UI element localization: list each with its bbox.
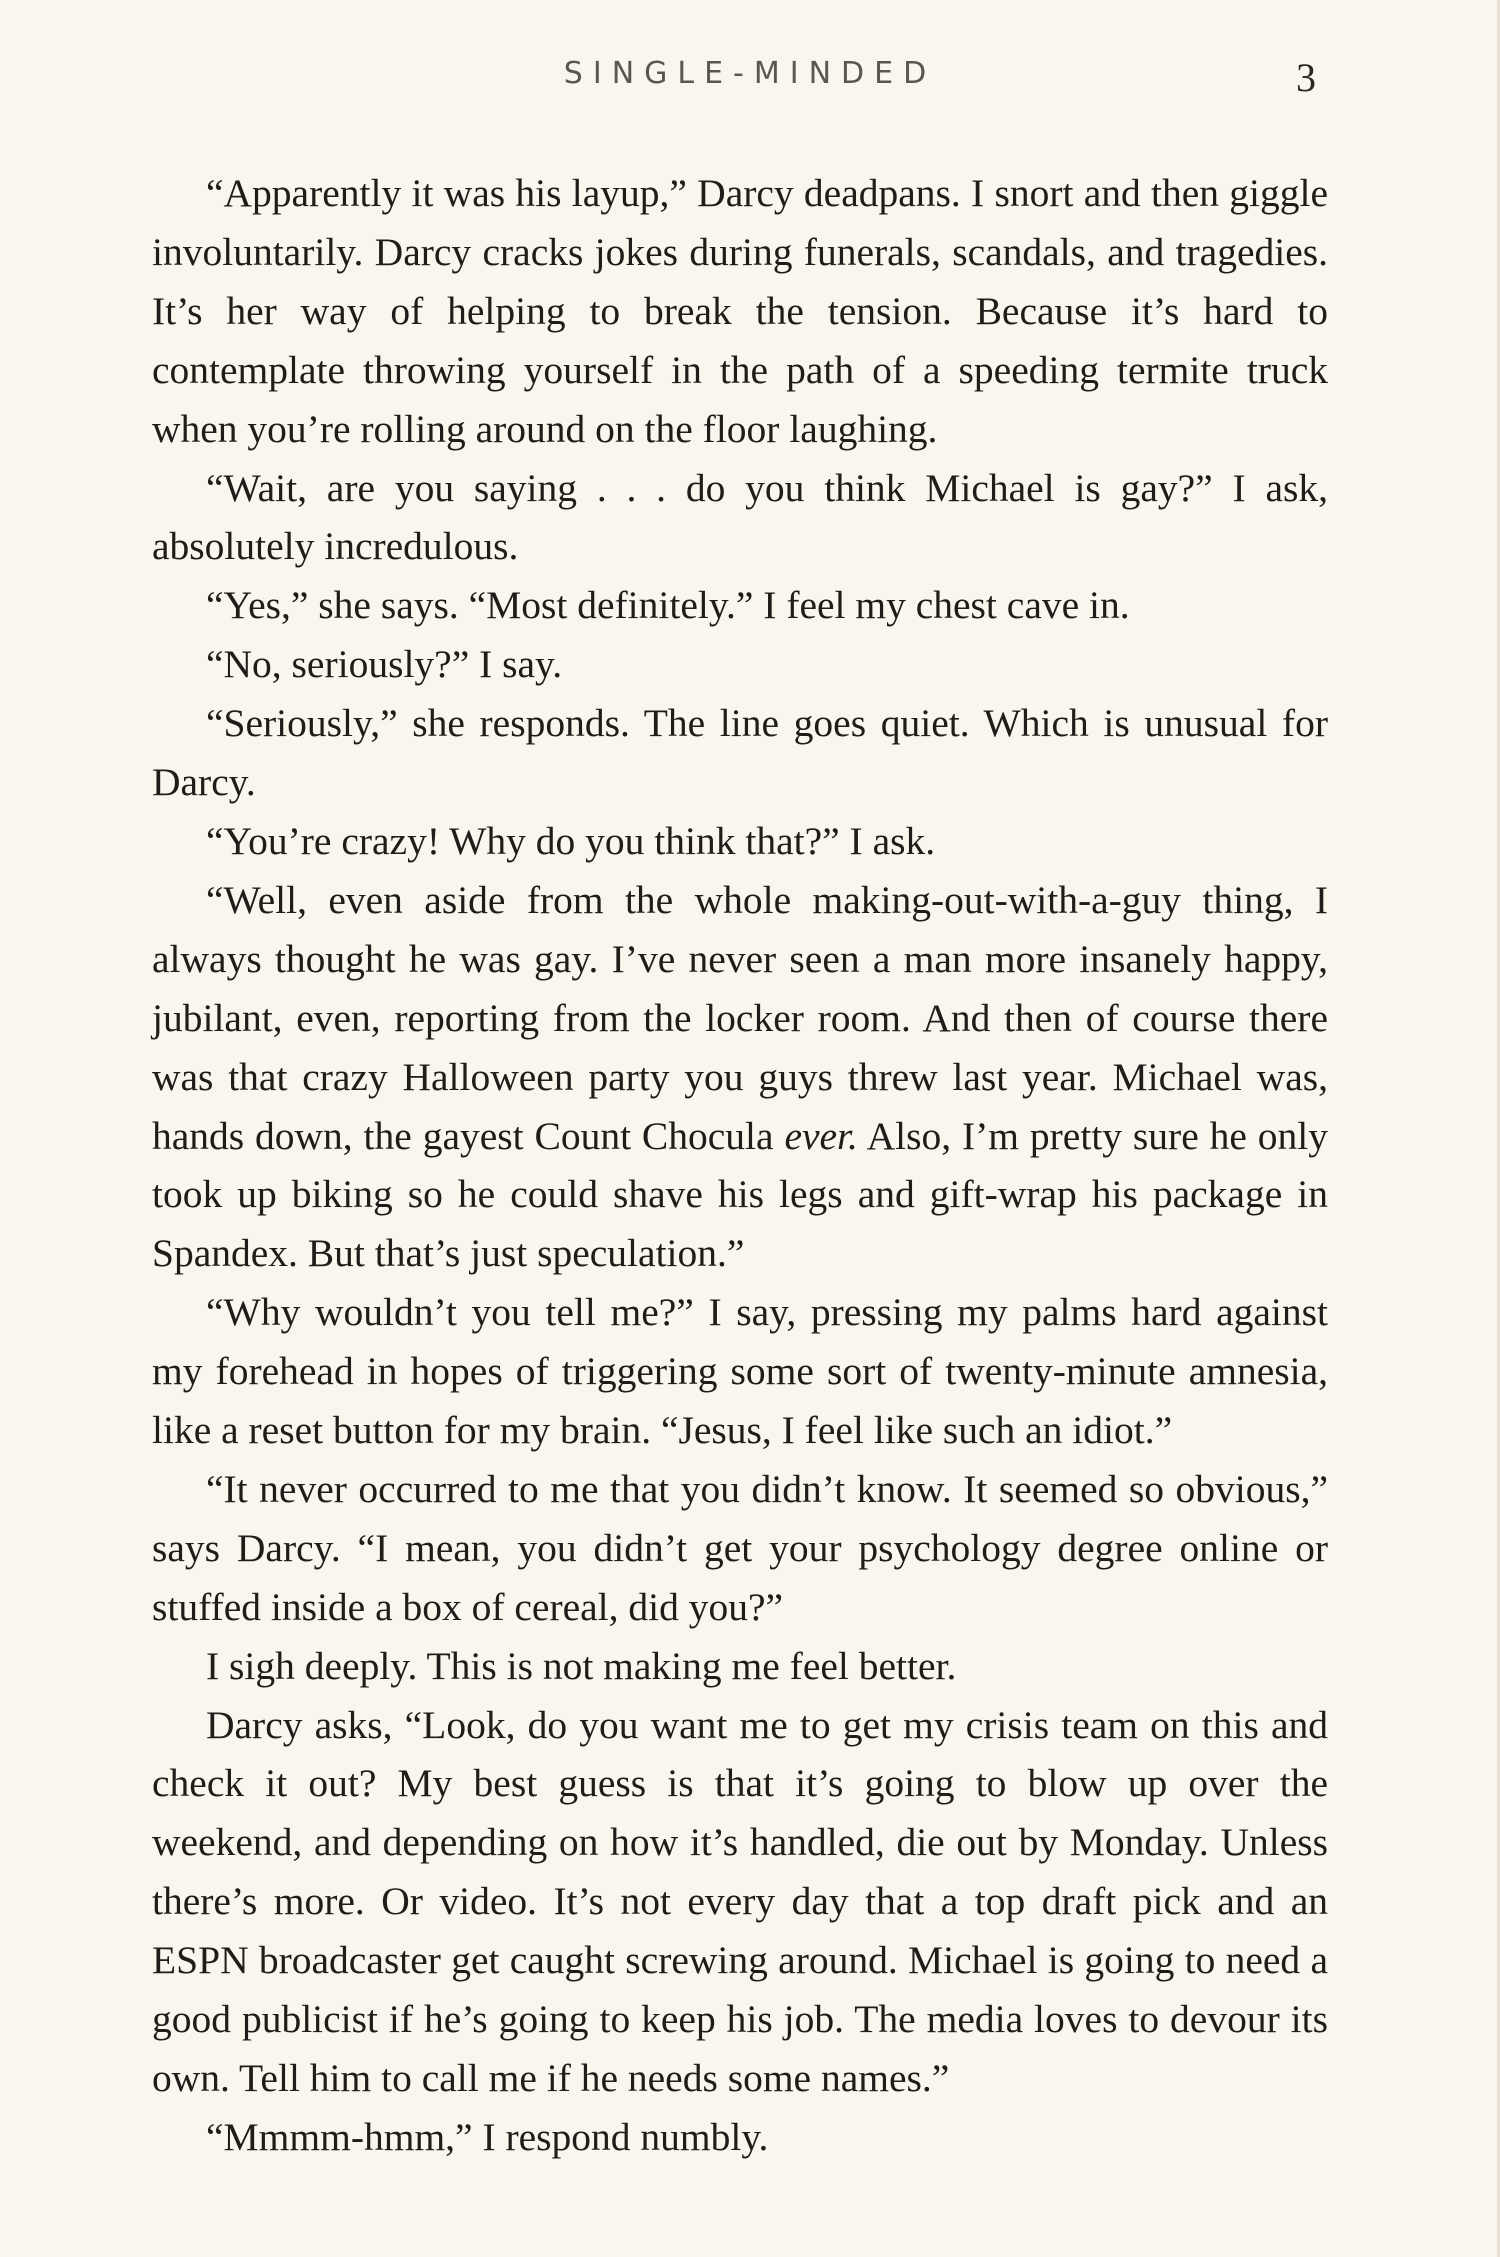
paragraph: Darcy asks, “Look, do you want me to get my crisis team on this and check it out? My best guess is that it’s going to blow up over the weekend, and depending on how it’s handled, die out by Monday. Unless there’s more. Or video. It’s not every day that a top draft pick and an ESPN broadcaster get caught screwing around. Michael is going to need a good publicist if he’s going to keep his job. The media loves to devour its own. Tell him to call me if he needs some names.” [152, 1702, 1328, 2100]
paragraph: “Seriously,” she responds. The line goes quiet. Which is unusual for Darcy. [152, 701, 1328, 805]
running-head-title: SINGLE-MINDED [563, 56, 937, 91]
paragraph: “Why wouldn’t you tell me?” I say, pressing my palms hard against my forehead in hopes of triggering some sort of twenty-minute amnesia, like a reset button for my brain. “Jesus, I feel like such an idiot.” [152, 1290, 1328, 1453]
body-text [152, 164, 1328, 2167]
paragraph: “Yes,” she says. “Most definitely.” I feel my chest cave in. [206, 583, 1130, 628]
paragraph: “Apparently it was his layup,” Darcy deadpans. I snort and then giggle involuntarily. Darcy cracks jokes during funerals, scandals, and tragedies. It’s her way of helping to break the tension. Because it’s hard to contemplate throwing yourself in the path of a speeding termite truck when you’re rolling around on the floor laughing. [152, 171, 1328, 451]
paragraph: “You’re crazy! Why do you think that?” I ask. [206, 818, 936, 863]
paragraph: “Mmmm-hmm,” I respond numbly. [206, 2114, 769, 2159]
paragraph: “It never occurred to me that you didn’t know. It seemed so obvious,” says Darcy. “I mean, you didn’t get your psychology degree online or stuffed inside a box of cereal, did you?” [152, 1466, 1328, 1629]
emphasis-text: ever. [784, 1113, 858, 1158]
page-number: 3 [1296, 55, 1316, 100]
paragraph: “Wait, are you saying . . . do you think Michael is gay?” I ask, absolutely incredulous. [152, 465, 1328, 569]
paragraph: “No, seriously?” I say. [206, 642, 563, 687]
paragraph [152, 871, 1328, 1283]
paragraph-text: “Well, even aside from the whole making-out-with-a-guy thing, I always thought he was gay. I’ve never seen a man more insanely happy, jubilant, even, reporting from the locker room. And then of course there was that crazy Halloween party you guys threw last year. Michael was, hands down, the gayest Count Chocula [152, 877, 1328, 1158]
paragraph-text: Also, I’m pretty sure he only took up biking so he could shave his legs and gift-wrap his package in Spandex. But that’s just speculation.” [152, 1113, 1328, 1276]
paragraph: I sigh deeply. This is not making me feel better. [206, 1643, 957, 1688]
